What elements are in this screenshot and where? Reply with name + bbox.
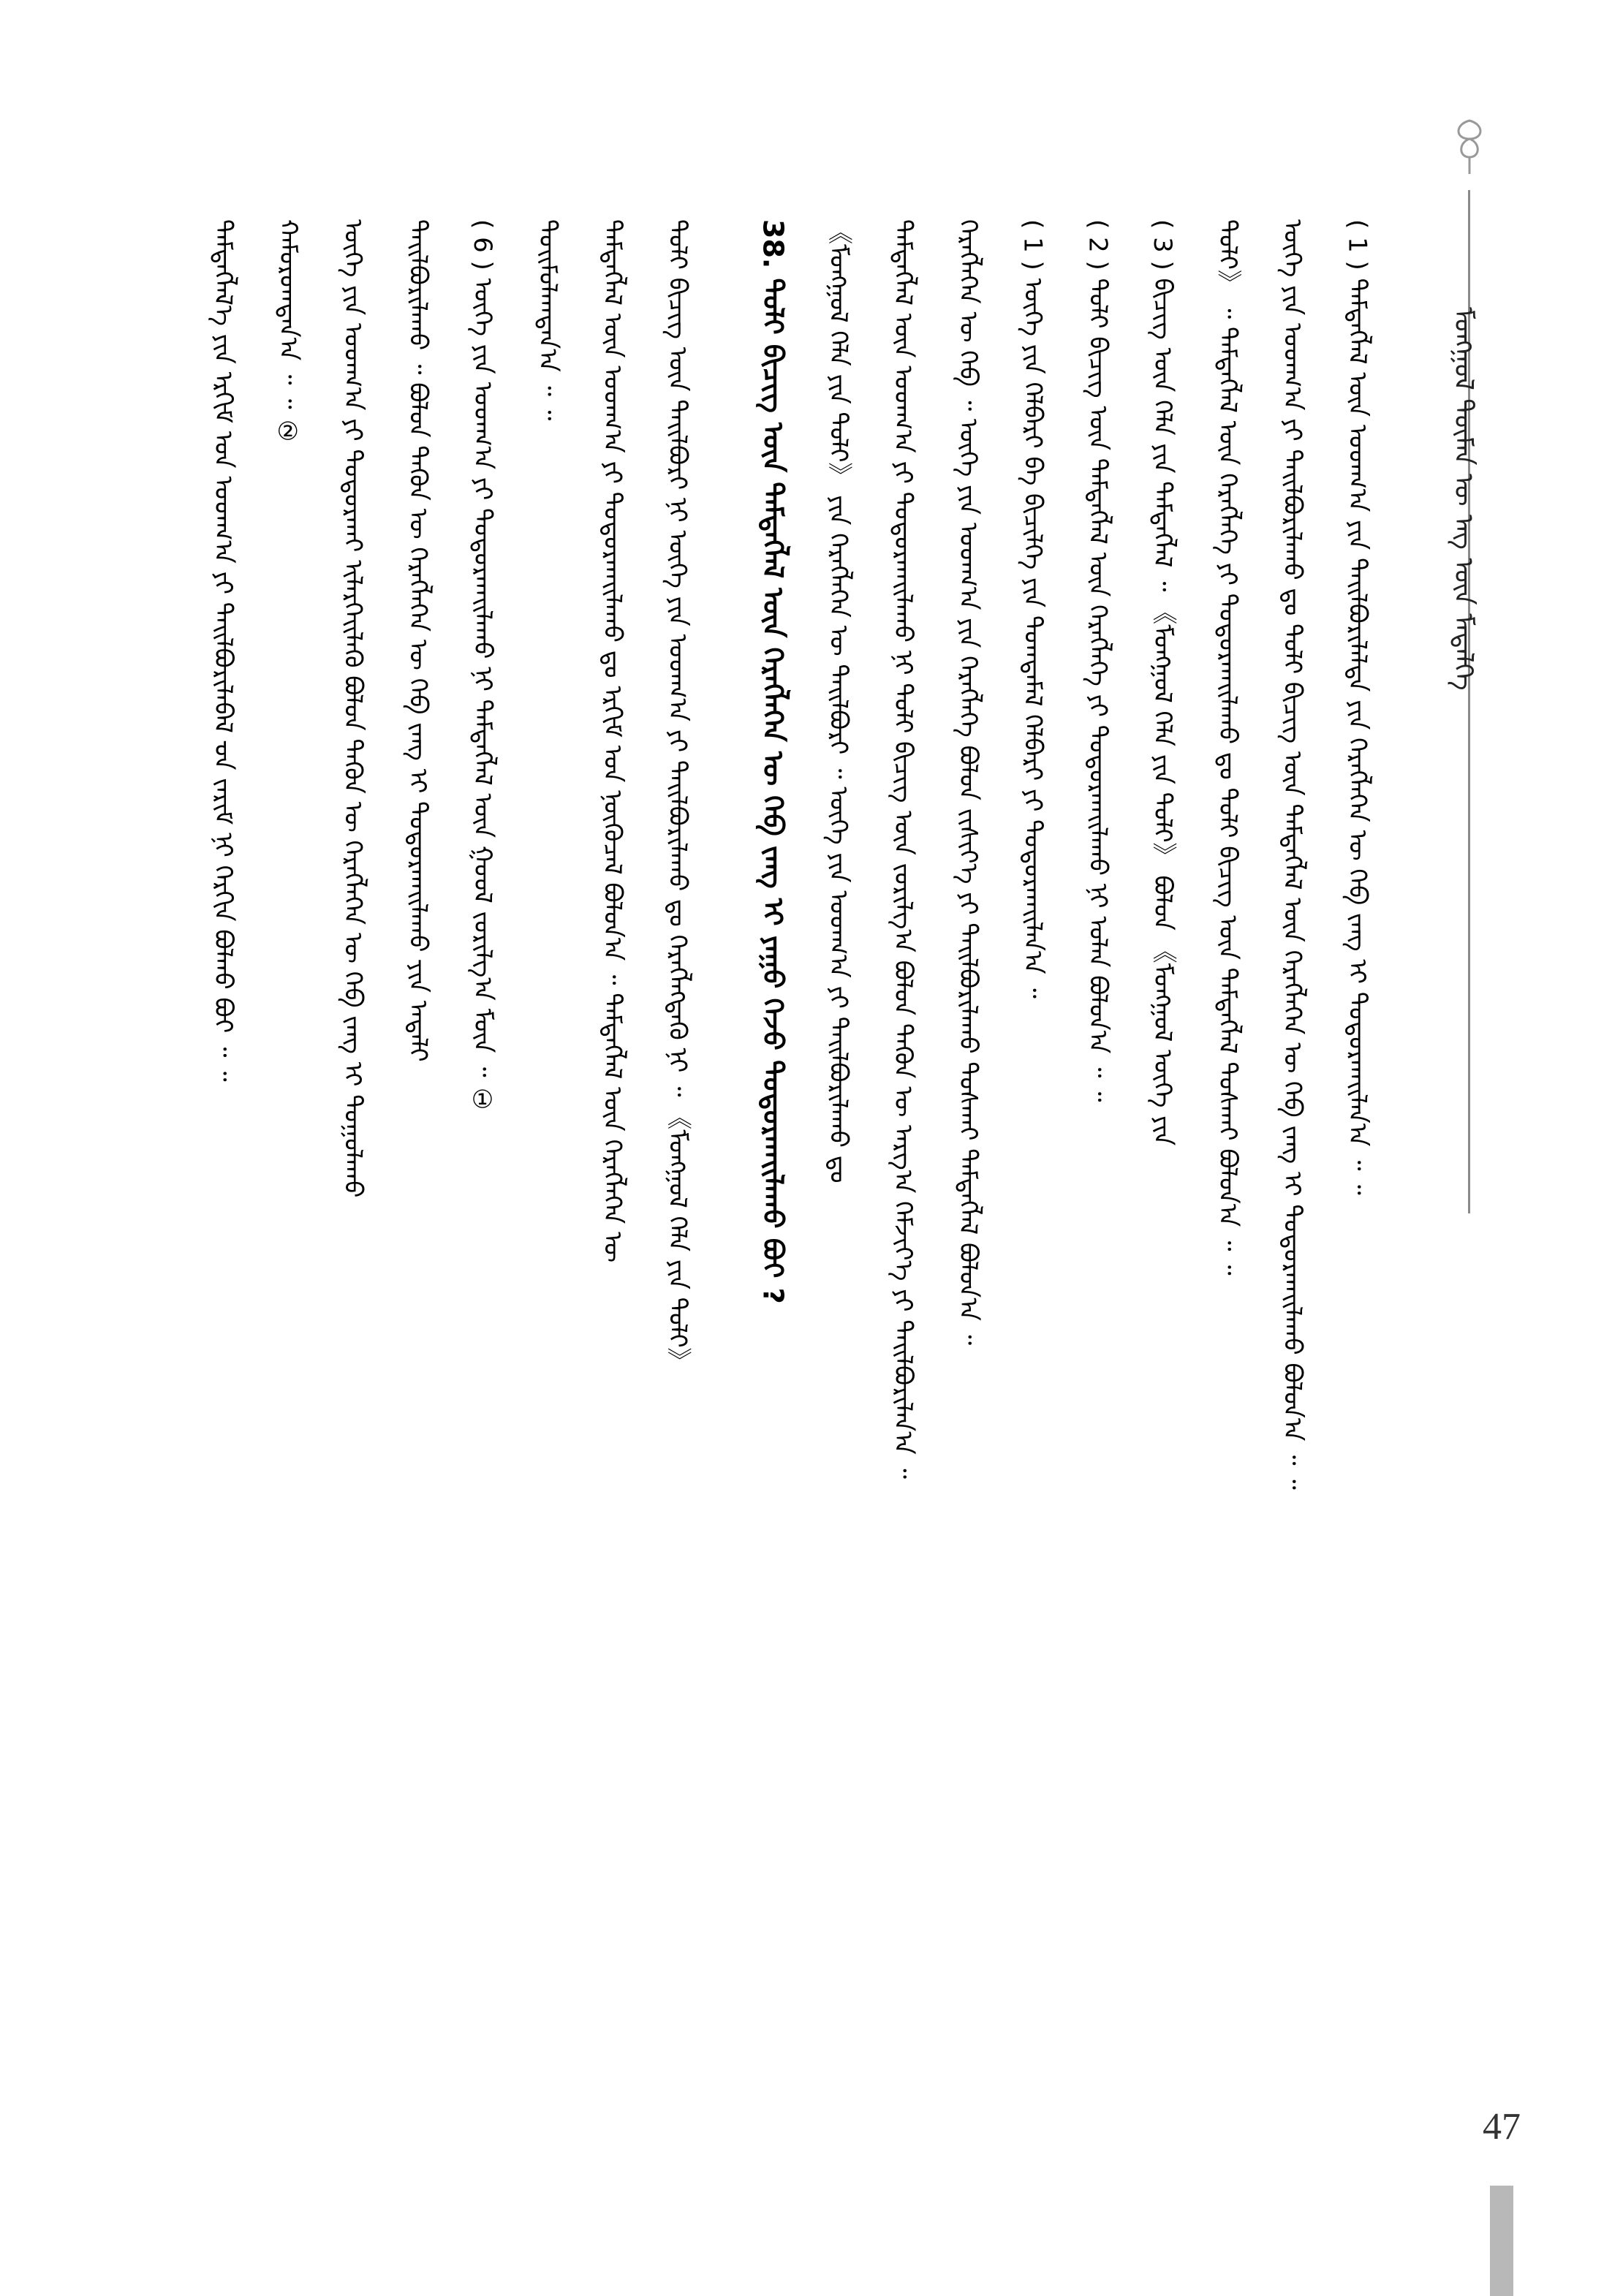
column-gap	[799, 219, 813, 2120]
column-gap	[1382, 219, 1396, 2120]
column-gap	[734, 219, 748, 2120]
column-gap	[1188, 219, 1202, 2120]
column-gap	[928, 219, 942, 2120]
text-column: ᠲᠠᠢᠯᠪᠤᠷᠢᠯᠠᠬᠤ ᠃ ᠪᠣᠯᠤᠨ ᠲᠡᠭᠦᠨ ᠦ ᠬᠡᠷᠡᠭᠯᠡᠭᠡᠨ ᠦ ᠬᠡᠪ ᠵᠠᠩ ᠢ ᠲᠣᠳᠣᠷᠬᠠᠢᠯᠠᠬᠤ ᠊ᠶᠢᠨ ᠠᠳᠠᠯᠢ	[403, 219, 433, 1062]
column-gap	[1318, 219, 1332, 2120]
column-gap	[994, 219, 1007, 2120]
body-text	[197, 219, 1396, 2120]
question-heading: 38. ᠲᠣᠯᠢ ᠪᠢᠴᠢᠭ ᠦᠨ ᠲᠡᠮᠳᠡᠭᠯᠡᠯ ᠦᠨ ᠬᠡᠷᠡᠭᠯᠡᠭᠡᠨ ᠦ ᠬᠡᠪ ᠵᠠᠩ ᠢ ᠶᠠᠭᠤ ᠭᠡᠵᠦ ᠲᠣᠳᠣᠷᠬᠠᠢᠯᠠᠬᠤ ᠪᠤᠢ ?	[757, 219, 790, 1304]
column-gap	[638, 219, 652, 2120]
page-edge-bar	[1490, 2186, 1513, 2296]
column-gap	[1253, 219, 1267, 2120]
text-column: ᠬᠡᠷᠡᠭᠯᠡᠭᠡᠨ ᠦ ᠬᠡᠪ ᠃ ᠦᠭᠡ ᠶᠢᠨ ᠤᠳᠬ᠎ᠠ ᠶᠢᠨ ᠬᠡᠷᠡᠭᠯᠡᠭᠡ ᠪᠣᠯᠤᠨ ᠵᠢᠱᠢᠶ᠎ᠡ ᠶᠢ ᠲᠠᠢᠯᠪᠤᠷᠢᠯᠠᠬᠤ ᠲᠤᠰᠬᠠᠢ ᠲᠡᠮᠳᠡᠭᠯᠡᠯ ᠪᠣᠯᠤᠨ᠎ᠠ ᠃	[953, 219, 983, 1346]
text-column	[716, 219, 734, 2120]
text-column: 《ᠮᠣᠩᠭᠣᠯ ᠬᠡᠯᠡ ᠶᠢᠨ ᠲᠣᠯᠢ》 ᠶᠢᠨ ᠬᠡᠷᠡᠭᠯᠡᠭᠡᠨ ᠦ ᠲᠠᠢᠯᠪᠤᠷᠢ ᠃ ᠦᠭᠡ ᠶᠢᠨ ᠤᠳᠬ᠎ᠠ ᠶᠢ ᠲᠠᠢᠯᠪᠤᠷᠢᠯᠠᠬᠤ ᠳᠤ	[823, 219, 853, 1183]
column-gap	[703, 219, 716, 2120]
column-gap	[1059, 219, 1072, 2120]
column-gap	[314, 219, 328, 2120]
running-header	[1426, 117, 1513, 775]
column-gap	[573, 219, 587, 2120]
text-column: ᠲᠡᠮᠳᠡᠭᠯᠡᠯ ᠦᠨ ᠤᠳᠬ᠎ᠠ ᠶᠢ ᠲᠣᠳᠣᠷᠬᠠᠢᠯᠠᠬᠤ ᠳᠤ ᠡᠷᠬᠢᠮ ᠤᠨ ᠨᠥᠬᠦᠴᠡᠯ ᠪᠣᠯᠤᠨ᠎ᠠ ᠃ ᠲᠡᠮᠳᠡᠭᠯᠡᠯ ᠦᠨ ᠬᠡᠷᠡᠭᠯᠡᠭᠡᠨ ᠦ	[597, 219, 627, 1263]
text-column: ( 6 ) ᠦᠭᠡ ᠶᠢᠨ ᠤᠳᠬ᠎ᠠ ᠶᠢ ᠲᠣᠳᠣᠷᠬᠠᠢᠯᠠᠬᠤ ᠨᠢ ᠲᠡᠮᠳᠡᠭᠯᠡᠯ ᠦᠨ ᠭᠣᠣᠯ ᠵᠣᠷᠢᠯᠭ᠎ᠠ ᠮᠥᠨ ᠃ ①	[468, 219, 497, 1115]
column-gap	[508, 219, 522, 2120]
text-column: ᠲᠡᠮᠳᠡᠭᠯᠡᠯ ᠦᠨ ᠤᠳᠬ᠎ᠠ ᠶᠢ ᠲᠣᠳᠣᠷᠬᠠᠢᠯᠠᠬᠤ ᠨᠢ ᠲᠣᠯᠢ ᠪᠢᠴᠢᠭ ᠦᠨ ᠵᠣᠷᠢᠯᠭ᠎ᠠ ᠪᠣᠯᠤᠨ ᠲᠡᠭᠦᠨ ᠦ ᠠᠷᠭ᠎ᠠ ᠬᠡᠮᠵᠢᠶ᠎ᠡ ᠶᠢ ᠲᠠᠢᠯᠪᠤᠷᠢᠯᠠᠨ᠎ᠠ ᠃	[888, 219, 918, 1479]
text-column: ᠦᠭᠡ ᠶᠢᠨ ᠤᠳᠬ᠎ᠠ ᠶᠢ ᠲᠣᠳᠣᠷᠬᠠᠶ ᠢᠯᠡᠷᠬᠡᠢᠯᠡᠬᠦ ᠪᠣᠯᠤᠨ ᠲᠡᠭᠦᠨ ᠦ ᠬᠡᠷᠡᠭᠯᠡᠭᠡᠨ ᠦ ᠬᠡᠪ ᠵᠠᠩ ᠢ ᠲᠤᠭᠤᠯᠠᠬᠤ	[338, 219, 368, 1198]
column-gap	[1123, 219, 1137, 2120]
text-column: ( 1 ) ᠲᠡᠮᠳᠡᠭᠯᠡᠯ ᠦᠨ ᠤᠳᠬ᠎ᠠ ᠶᠢᠨ ᠲᠠᠢᠯᠪᠤᠷᠢᠯᠠᠯᠲᠠ ᠶᠢᠨ ᠬᠡᠷᠡᠭᠯᠡᠭᠡᠨ ᠦ ᠬᠡᠪ ᠵᠠᠩ ᠢ ᠲᠣᠳᠣᠷᠬᠠᠢᠯᠠᠨ᠎ᠠ ᠃ ᠃	[1342, 219, 1372, 1195]
text-column: ᠲᠣᠯᠢ ᠪᠢᠴᠢᠭ ᠦᠨ ᠲᠠᠢᠯᠪᠤᠷᠢ ᠨᠢ ᠦᠭᠡ ᠶᠢᠨ ᠤᠳᠬ᠎ᠠ ᠶᠢ ᠲᠠᠢᠯᠪᠤᠷᠢᠯᠠᠬᠤ ᠳᠤ ᠬᠡᠷᠡᠭᠯᠡᠭᠳᠡᠬᠦ ᠨᠢ ᠃ 《ᠮᠣᠩᠭᠣᠯ ᠬᠡᠯᠡ ᠶᠢᠨ ᠲᠣᠯᠢ》	[662, 219, 692, 1373]
running-title: ᠮᠣᠩᠭᠣᠯ ᠲᠦᠮᠡᠨ ᠦ ᠡᠩ ᠦᠨ ᠮᠡᠳᠡᠯᠭᠡ	[1448, 307, 1478, 691]
column-gap	[249, 219, 262, 2120]
page-number: 47	[1483, 2106, 1521, 2148]
text-column: ᠲᠣᠯᠢ》 ᠃ ᠲᠡᠮᠳᠡᠭᠯᠡᠯ ᠦᠨ ᠬᠡᠷᠡᠭᠯᠡᠭᠡ ᠶᠢ ᠲᠣᠳᠣᠷᠬᠠᠢᠯᠠᠬᠤ ᠳᠤ ᠲᠣᠯᠢ ᠪᠢᠴᠢᠭ ᠦᠨ ᠲᠡᠮᠳᠡᠭᠯᠡᠯ ᠲᠤᠰᠬᠠᠢ ᠪᠣᠯᠤᠨ᠎ᠠ ᠃ ᠃	[1212, 219, 1242, 1276]
text-column: ᠲᠡᠮᠳᠡᠭᠯᠡᠯ᠎ᠡ ᠶᠢᠨ ᠡᠷᠬᠢᠮ ᠤᠨ ᠤᠳᠬ᠎ᠠ ᠶᠢ ᠲᠠᠢᠯᠪᠤᠷᠢᠯᠠᠪᠠᠯ ᠊ᠤᠨ ᠵᠠᠷᠢᠮ ᠨᠢ ᠬᠡᠷᠬᠢᠨ ᠪᠣᠯᠬᠤ ᠪᠤᠢ ᠃ ᠃	[208, 219, 238, 1082]
column-gap	[863, 219, 877, 2120]
text-column: ( 2 ) ᠲᠣᠯᠢ ᠪᠢᠴᠢᠭ ᠦᠨ ᠲᠡᠮᠳᠡᠭᠯᠡᠯ ᠦᠨ ᠬᠡᠷᠡᠭᠯᠡᠭᠡ ᠶᠢ ᠲᠣᠳᠣᠷᠬᠠᠢᠯᠠᠬᠤ ᠨᠢ ᠣᠯᠠᠨ ᠪᠣᠯᠤᠨ᠎ᠠ ᠃ ᠃	[1083, 219, 1113, 1102]
column-gap	[379, 219, 393, 2120]
column-gap	[443, 219, 457, 2120]
text-column: ᠲᠣᠢᠮᠣᠯᠠᠭᠳᠠᠨ᠎ᠠ ᠃ ᠃	[532, 219, 562, 421]
text-column: ᠦᠭᠡ ᠶᠢᠨ ᠤᠳᠬ᠎ᠠ ᠶᠢ ᠲᠠᠢᠯᠪᠤᠷᠢᠯᠠᠬᠤ ᠳᠤ ᠲᠣᠯᠢ ᠪᠢᠴᠢᠭ ᠦᠨ ᠲᠡᠮᠳᠡᠭᠯᠡᠯ ᠦᠨ ᠬᠡᠷᠡᠭᠯᠡᠭᠡᠨ ᠦ ᠬᠡᠪ ᠵᠠᠩ ᠢ ᠲᠣᠳᠣᠷᠬᠠᠢᠯᠠᠬᠤ ᠪᠣᠯᠤᠨ᠎ᠠ ᠃ ᠃	[1277, 219, 1307, 1490]
text-column: ᠬᠠᠮᠤᠷᠤᠭᠳᠠᠨ᠎ᠠ ᠃ ᠃ ②	[273, 219, 303, 447]
text-column: ( 1 ) ᠦᠭᠡ ᠶᠢᠨ ᠬᠡᠯᠪᠡᠷᠢ ᠪᠠ ᠪᠢᠴᠢᠯᠭᠡ ᠶᠢᠨ ᠲᠣᠭᠲᠠᠮᠠᠯ ᠬᠡᠯᠪᠡᠷᠢ ᠶᠢ ᠲᠣᠳᠣᠷᠬᠠᠢᠯᠠᠨ᠎ᠠ ᠃	[1018, 219, 1048, 999]
text-column: ( 3 ) ᠪᠢᠴᠢᠭ ᠦᠨ ᠬᠡᠯᠡ ᠶᠢᠨ ᠲᠡᠮᠳᠡᠭᠯᠡᠯ ᠃ 《ᠮᠣᠩᠭᠣᠯ ᠬᠡᠯᠡ ᠶᠢᠨ ᠲᠣᠯᠢ》 ᠪᠣᠯᠤᠨ 《ᠮᠣᠩᠭᠣᠯ ᠦᠭᠡ ᠶᠢᠨ	[1148, 219, 1178, 1146]
ornament-icon	[1448, 117, 1491, 175]
